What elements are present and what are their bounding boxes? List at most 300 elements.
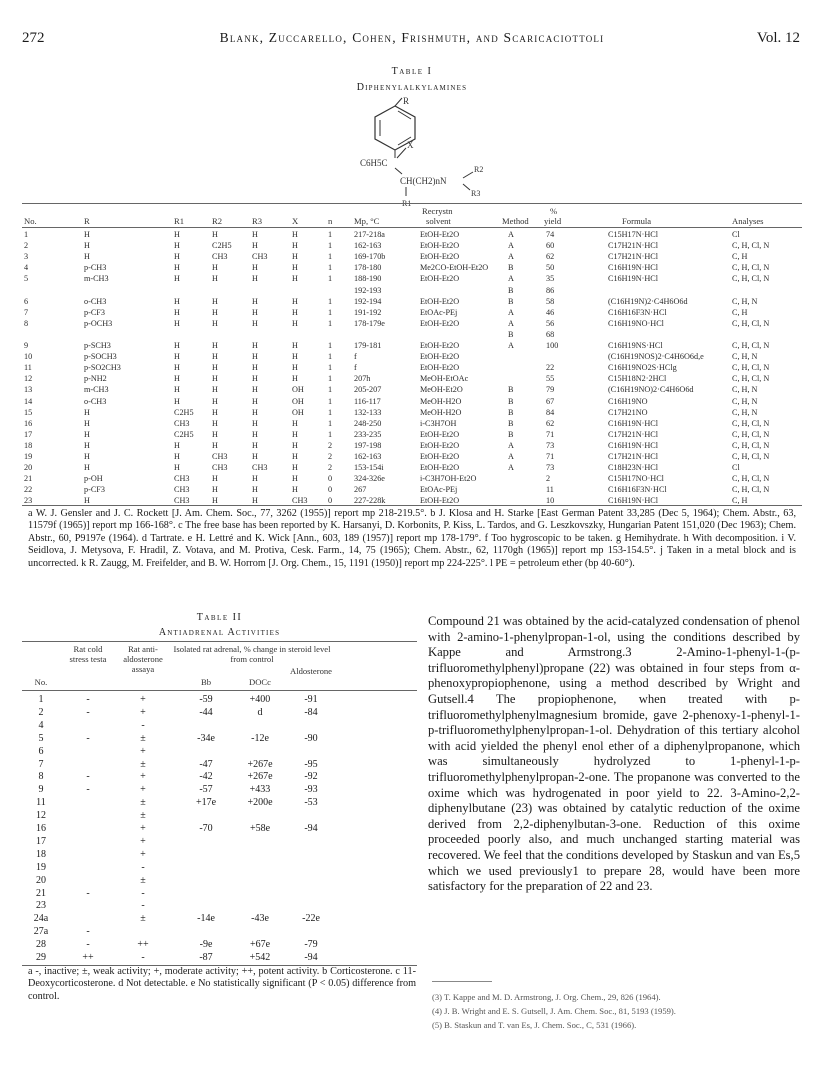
t1-cell-formula: C17H21N·HCl [608,252,659,262]
table2-row [22,810,417,823]
t1-cell-r2: CH3 [212,463,228,473]
running-head: Blank, Zuccarello, Cohen, Frishmuth, and Scaricaciottoli [219,30,605,45]
t2-cell-anti: + [140,694,146,705]
t1-cell-r2: H [212,274,218,284]
struct-c6h5c: C6H5C [360,158,388,168]
t1-cell-mp: 169-170b [354,252,386,262]
table2-row [22,875,417,888]
t1-cell-r3: H [252,496,258,506]
t2-cell-doc: +58e [249,823,271,834]
t1-cell-method: B [508,329,514,339]
t1-cell-method: A [508,274,514,284]
table1-row [22,352,802,361]
table1-row [22,330,802,339]
t1-cell-r2: H [212,440,218,450]
t1-cell-method: A [508,463,514,473]
t1-cell-formula: C16H16F3N·HCl [608,307,667,317]
t1-cell-no: 21 [24,474,33,484]
t1-cell-method: B [508,429,514,439]
t1-cell-analyses: C, H, N [732,296,758,306]
table1-row [22,408,802,417]
struct-chain: CH(CH2)nN [400,176,447,186]
t2-cell-anti: + [140,835,146,847]
table1-row [22,485,802,494]
t1-cell-r1: H [174,274,180,284]
t1-cell-x: H [292,252,298,262]
t1-cell-x: H [292,307,298,317]
t1-cell-n: 0 [328,485,333,495]
t1-cell-no: 9 [24,341,29,350]
t2-cell-b: -34e [197,732,215,744]
t1-cell-solvent: MeOH-Et2O [420,385,463,395]
t1-cell-method: B [508,263,514,273]
t1-cell-r3: H [252,263,258,273]
table2-row [22,888,417,901]
t1-cell-method: B [508,285,514,295]
t1-cell-analyses: C, H, Cl, N [732,474,770,484]
t2-cell-cold: - [86,771,90,783]
t2-h-no: No. [34,677,48,687]
t1-h-r3: R3 [252,216,263,226]
t1-h-yield: yield [544,216,562,226]
t1-h-r1: R1 [174,216,185,226]
table2-caption: Table II [196,612,243,623]
table2-row [22,952,417,965]
t1-cell-formula: C16H19N·HCl [608,496,659,506]
t1-cell-mp: 217-218a [354,230,385,239]
t1-cell-r2: H [212,318,218,328]
t1-cell-formula: C16H19NO [608,396,648,406]
t1-cell-r: p-OCH3 [84,318,113,328]
t2-cell-cold: - [86,694,90,705]
t2-cell-no: 6 [38,745,44,757]
t2-cell-aldo: -92 [304,771,318,783]
t1-cell-no: 11 [24,363,32,373]
t1-cell-r: H [84,252,90,262]
t1-cell-formula: C15H18N2·2HCl [608,374,667,384]
t1-cell-x: H [292,274,298,284]
t1-h-r: R [84,216,90,226]
t1-cell-no: 12 [24,374,33,384]
t1-cell-method: B [508,407,514,417]
t1-cell-analyses: C, H, N [732,407,758,417]
t1-cell-no: 13 [24,385,33,395]
t1-cell-x: H [292,485,298,495]
t1-cell-r1: C2H5 [174,429,194,439]
t2-h-aldo: Aldosterone [289,666,332,676]
table1-row [22,397,802,406]
t1-cell-n: 1 [328,318,333,328]
t1-cell-analyses: C, H, Cl, N [732,429,770,439]
t1-cell-r2: H [212,496,218,506]
t2-cell-b: -9e [199,939,213,951]
t1-cell-r3: H [252,418,258,428]
t1-cell-x: H [292,374,298,384]
t1-cell-method: B [508,418,514,428]
t1-cell-formula: (C16H19NOS)2·C4H6O6d,e [608,352,704,362]
t1-cell-no: 10 [24,352,33,362]
t1-cell-analyses: C, H, Cl, N [732,318,770,328]
t2-cell-no: 27a [33,926,49,938]
t1-cell-yield: 22 [546,363,555,373]
t1-cell-solvent: MeOH-H2O [420,407,462,417]
t2-cell-aldo: -93 [304,784,318,796]
t1-cell-r: p-SCH3 [84,341,111,350]
t1-cell-yield: 10 [546,496,555,506]
t1-h-x: X [292,216,299,226]
t1-cell-solvent: EtOH-Et2O [420,296,460,306]
t1-cell-n: 2 [328,463,333,473]
t1-cell-r1: H [174,318,180,328]
t1-cell-r1: H [174,463,180,473]
t1-cell-formula: C16H19N·HCl [608,274,659,284]
t1-cell-r3: H [252,274,258,284]
t1-cell-mp: 233-235 [354,429,382,439]
t2-cell-no: 9 [38,784,44,796]
t1-cell-r2: H [212,429,218,439]
t1-cell-r2: H [212,396,218,406]
t1-cell-formula: C15H17N·HCl [608,230,659,239]
t1-cell-x: H [292,230,298,239]
table1-row [22,363,802,372]
t2-cell-no: 16 [36,823,46,834]
t1-cell-n: 1 [328,418,333,428]
t1-cell-mp: f [354,363,357,373]
t2-cell-doc: +200e [247,797,273,809]
t1-cell-r1: H [174,363,180,373]
t1-cell-solvent: MeOH-EtOAc [420,374,469,384]
table2-row [22,746,417,759]
t1-cell-r: p-CH3 [84,263,107,273]
t2-cell-no: 8 [38,771,44,783]
t1-cell-x: H [292,429,298,439]
t1-cell-yield: 68 [546,329,555,339]
t2-cell-no: 7 [38,758,44,770]
t1-cell-yield: 62 [546,252,555,262]
t1-cell-r: H [84,452,90,461]
t1-cell-r1: H [174,296,180,306]
t1-cell-x: CH3 [292,496,308,506]
t2-cell-no: 18 [36,848,46,860]
table1-row [22,430,802,439]
t1-cell-n: 0 [328,474,333,484]
t1-cell-yield: 73 [546,463,555,473]
t1-cell-no: 20 [24,463,33,473]
t2-cell-no: 21 [36,887,46,899]
t1-cell-r3: H [252,485,258,495]
struct-r1: R1 [402,199,412,208]
t1-cell-r: H [84,241,90,251]
table1-row [22,463,802,472]
t1-cell-n: 1 [328,241,333,251]
table2-row [22,939,417,952]
t2-cell-cold: - [86,887,90,899]
t1-cell-solvent: EtOH-Et2O [420,318,460,328]
table1-row [22,230,802,239]
t2-cell-no: 24a [33,913,49,925]
t1-cell-formula: C16H19N·HCl [608,263,659,273]
t1-cell-analyses: Cl [732,463,740,473]
t2-cell-anti: - [141,887,145,899]
t1-cell-r1: CH3 [174,485,190,495]
t2-cell-anti: ± [140,810,146,822]
t1-cell-r2: H [212,230,218,239]
t1-cell-x: OH [292,407,304,417]
t2-cell-anti: + [140,823,146,834]
t1-cell-method: A [508,440,514,450]
t1-cell-r3: H [252,363,258,373]
t2-cell-aldo: -22e [302,913,320,925]
t1-cell-formula: C16H19NS·HCl [608,341,663,350]
t2-cell-b: +17e [195,797,217,809]
t1-cell-formula: C17H21N·HCl [608,429,659,439]
t1-cell-method: A [508,452,514,461]
t1-cell-r: H [84,440,90,450]
t2-cell-cold: - [86,732,90,744]
t1-cell-r: H [84,429,90,439]
t2-h-b: Bb [200,677,212,687]
table1-row [22,286,802,295]
t1-cell-x: H [292,452,298,461]
t2-cell-anti: + [140,706,146,718]
t1-cell-r2: H [212,474,218,484]
t1-cell-r: m-CH3 [84,385,109,395]
table1-row [22,274,802,283]
table2-row [22,836,417,849]
t1-cell-no: 18 [24,440,33,450]
t1-cell-r3: H [252,374,258,384]
t1-cell-solvent: EtOH-Et2O [420,274,460,284]
t1-cell-formula: C15H17NO·HCl [608,474,664,484]
t1-cell-r3: H [252,241,258,251]
t2-cell-doc: +400 [249,694,271,705]
t1-cell-r: p-NH2 [84,374,107,384]
t1-cell-r3: H [252,296,258,306]
table2-body [22,690,417,968]
t2-cell-doc: +433 [249,784,271,796]
t1-cell-yield: 56 [546,318,555,328]
t1-cell-r3: H [252,352,258,362]
table2-row [22,797,417,810]
table1-row [22,474,802,483]
struct-r2: R2 [474,165,484,174]
t1-cell-mp: 191-192 [354,307,382,317]
table1-caption: Table I [391,66,433,77]
t2-cell-anti: + [140,771,146,783]
t1-cell-r3: CH3 [252,252,268,262]
t1-cell-yield: 73 [546,440,555,450]
t1-h-no: No. [24,216,37,226]
t2-cell-doc: -43e [251,913,269,925]
t2-cell-no: 11 [36,797,46,809]
t1-h-method: Method [502,216,529,226]
t1-cell-method: A [508,230,514,239]
page-number: 272 [22,30,45,46]
t1-cell-no: 16 [24,418,33,428]
t1-cell-formula: C16H16F3N·HCl [608,485,667,495]
t1-cell-formula: C17H21NO [608,407,648,417]
t1-cell-n: 1 [328,374,333,384]
t1-cell-r1: H [174,374,180,384]
t1-cell-r: p-CF3 [84,307,105,317]
t1-cell-mp: 192-193 [354,285,382,295]
t1-cell-r3: H [252,385,258,395]
t1-cell-x: H [292,474,298,484]
t1-cell-no: 15 [24,407,33,417]
t2-cell-anti: ± [140,797,146,809]
t1-cell-x: H [292,241,298,251]
t2-cell-anti: ± [140,913,146,925]
t1-cell-analyses: C, H, Cl, N [732,440,770,450]
t1-cell-r1: CH3 [174,496,190,506]
t1-h-analyses: Analyses [732,216,764,226]
t1-cell-r3: H [252,318,258,328]
t2-cell-anti: ± [140,758,146,770]
t1-cell-r2: CH3 [212,252,228,262]
t1-cell-no: 3 [24,252,29,262]
t2-cell-b: -57 [199,784,213,796]
t1-cell-no: 17 [24,429,33,439]
t1-cell-r3: CH3 [252,463,268,473]
t1-cell-r2: H [212,374,218,384]
t2-h-doc: DOCc [249,677,271,687]
t1-cell-mp: 267 [354,485,367,495]
t1-cell-r2: H [212,385,218,395]
t1-cell-analyses: C, H, Cl, N [732,418,770,428]
t1-cell-r: p-CF3 [84,485,105,495]
t1-cell-r1: C2H5 [174,407,194,417]
t1-cell-formula: C16H19N·HCl [608,418,659,428]
t2-cell-aldo: -94 [304,952,318,963]
t1-cell-n: 1 [328,252,333,262]
t1-cell-analyses: C, H [732,307,748,317]
t1-cell-solvent: EtOH-Et2O [420,252,460,262]
table2-row [22,759,417,772]
t1-cell-mp: 116-117 [354,396,381,406]
chemical-structure [340,96,510,208]
t1-cell-n: 1 [328,407,333,417]
t2-cell-aldo: -84 [304,706,318,718]
t1-cell-x: H [292,440,298,450]
t1-cell-r3: H [252,452,258,461]
t1-cell-n: 1 [328,396,333,406]
t1-cell-solvent: EtOAc-PEj [420,307,458,317]
t2-cell-aldo: -94 [304,823,318,834]
t1-cell-solvent: EtOH-Et2O [420,452,460,461]
t1-cell-r1: H [174,307,180,317]
t1-cell-r2: C2H5 [212,241,232,251]
t2-cell-doc: -12e [251,732,269,744]
t1-cell-r2: H [212,296,218,306]
t1-cell-x: H [292,341,298,350]
table2-row [22,784,417,797]
t1-cell-method: A [508,307,514,317]
table2-row [22,900,417,913]
t1-cell-no: 2 [24,241,29,251]
t2-cell-aldo: -95 [304,758,318,770]
t1-cell-analyses: C, H, Cl, N [732,341,770,350]
t1-cell-r1: H [174,341,180,350]
table2-title: Antiadrenal Activities [158,627,281,638]
t1-cell-formula: C16H19NO2S·HClg [608,363,677,373]
t1-cell-yield: 46 [546,307,555,317]
t1-cell-r2: H [212,418,218,428]
t2-cell-anti: ± [140,874,146,886]
t1-h-yield-top: % [550,206,558,216]
t2-cell-no: 2 [38,706,44,718]
t2-cell-b: -44 [199,706,213,718]
t1-cell-r1: H [174,440,180,450]
t1-cell-solvent: EtOH-Et2O [420,440,460,450]
table1-row [22,241,802,250]
t1-cell-n: 2 [328,440,333,450]
t1-cell-n: 2 [328,452,333,461]
t1-cell-formula: C17H21N·HCl [608,452,659,461]
references [432,990,804,1032]
t1-cell-method: A [508,241,514,251]
t1-cell-mp: 324-326e [354,474,385,484]
t1-h-n: n [328,216,333,226]
t2-cell-anti: ± [140,732,146,744]
t2-cell-b: -14e [197,913,215,925]
t1-cell-method: A [508,318,514,328]
t1-cell-solvent: EtOH-Et2O [420,352,460,362]
t2-cell-aldo: -53 [304,797,318,809]
t1-cell-no: 22 [24,485,33,495]
reference-item: (4) J. B. Wright and E. S. Gutsell, J. Am. Chem. Soc., 81, 5193 (1959). [432,1006,676,1016]
t2-cell-b: -47 [199,758,213,770]
table2-row [22,862,417,875]
t2-cell-anti: ++ [137,939,149,951]
t1-cell-x: H [292,463,298,473]
t1-cell-r2: CH3 [212,452,228,461]
t1-cell-method: A [508,252,514,262]
t2-cell-cold: - [86,706,90,718]
t1-cell-method: B [508,385,514,395]
t1-cell-mp: 162-163 [354,452,382,461]
t1-cell-r2: H [212,352,218,362]
table1-bottom-rule [22,505,802,506]
table2-row [22,733,417,746]
t2-cell-cold: - [86,784,90,796]
t1-cell-r1: H [174,352,180,362]
t2-cell-b: -70 [199,823,213,834]
t1-cell-mp: 162-163 [354,241,382,251]
t1-cell-n: 1 [328,230,333,239]
t1-h-solvent: solvent [426,216,451,226]
t1-cell-mp: 132-133 [354,407,382,417]
table1-row [22,297,802,306]
t1-cell-r: p-OH [84,474,103,484]
t1-cell-mp: 192-194 [354,296,382,306]
t1-cell-formula: C18H23N·HCl [608,463,659,473]
table1-title: Diphenylalkylamines [356,82,468,93]
t1-cell-solvent: MeOH-H2O [420,396,462,406]
t1-cell-solvent: EtOH-Et2O [420,496,460,506]
t1-cell-yield: 84 [546,407,555,417]
t2-cell-no: 12 [36,810,46,822]
t1-cell-yield: 79 [546,385,555,395]
t1-cell-mp: 178-179e [354,318,385,328]
t1-h-r2: R2 [212,216,223,226]
reference-item: (5) B. Staskun and T. van Es, J. Chem. Soc., C, 531 (1966). [432,1020,637,1030]
t1-cell-yield: 100 [546,341,559,350]
t1-cell-analyses: Cl [732,230,740,239]
t1-cell-n: 1 [328,274,333,284]
t1-cell-yield: 74 [546,230,555,239]
t1-cell-r: H [84,418,90,428]
t1-cell-solvent: i-C3H7OH-Et2O [420,474,477,484]
